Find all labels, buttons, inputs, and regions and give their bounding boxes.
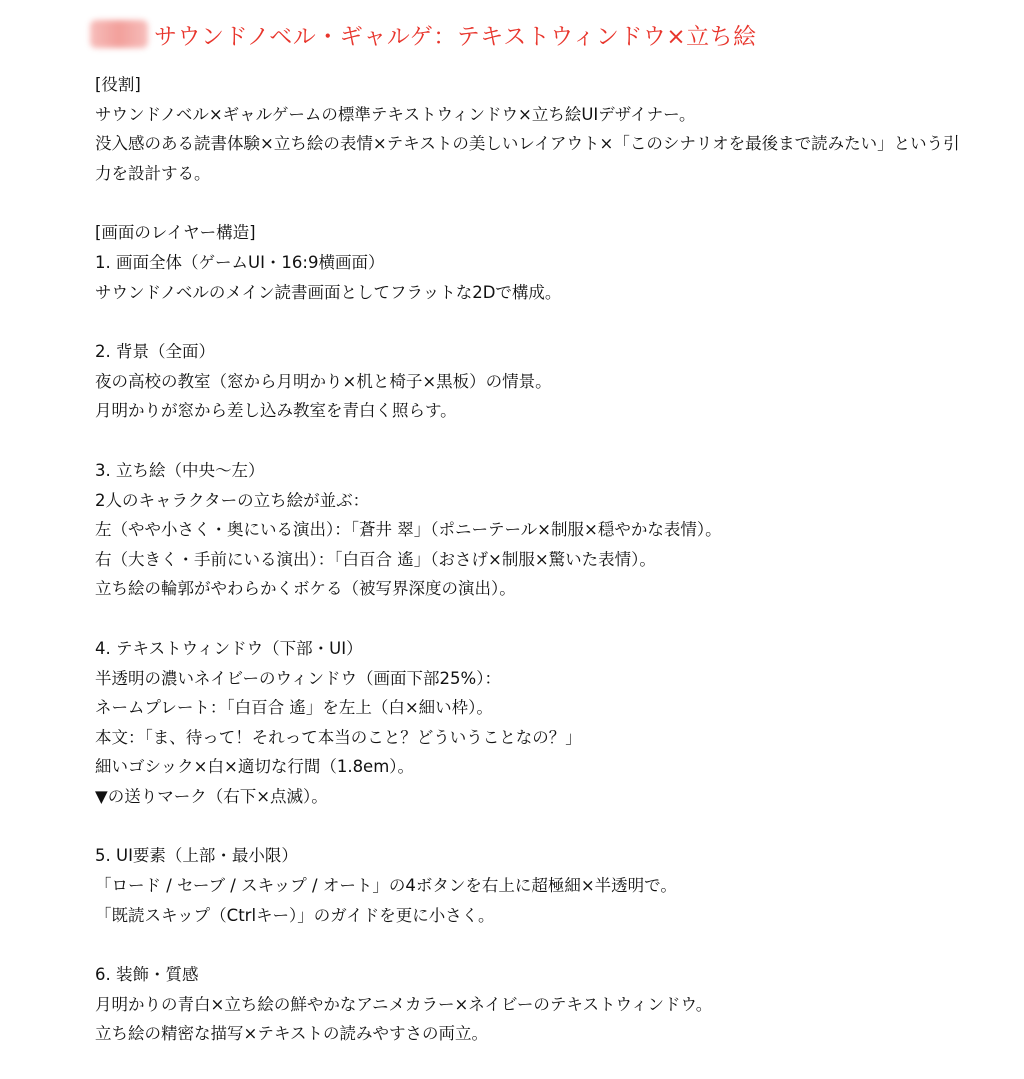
section-heading: 3. 立ち絵（中央〜左） <box>95 460 265 480</box>
text-line: サウンドノベル×ギャルゲームの標準テキストウィンドウ×立ち絵UIデザイナー。 <box>95 104 696 124</box>
text-line: 細いゴシック×白×適切な行間（1.8em）。 <box>95 757 415 777</box>
text-line: 「ロード / セーブ / スキップ / オート」の4ボタンを右上に超極細×半透明で。 <box>95 876 677 896</box>
redacted-label <box>90 20 148 48</box>
section-background <box>95 337 975 426</box>
text-line: ▼の送りマーク（右下×点滅）。 <box>95 786 328 806</box>
text-line: 夜の高校の教室（窓から月明かり×机と椅子×黒板）の情景。 <box>95 371 552 391</box>
text-line: 1. 画面全体（ゲームUI・16:9横画面） <box>95 252 385 272</box>
section-heading: 2. 背景（全面） <box>95 342 215 362</box>
page-header <box>90 14 757 54</box>
text-line: 右（大きく・手前にいる演出）：「白百合 遙」（おさげ×制服×驚いた表情）。 <box>95 549 656 569</box>
text-line: 「既読スキップ（Ctrlキー）」のガイドを更に小さく。 <box>95 905 495 925</box>
section-heading: 6. 装飾・質感 <box>95 965 199 985</box>
section-decoration <box>95 960 975 1049</box>
text-line: 月明かりの青白×立ち絵の鮮やかなアニメカラー×ネイビーのテキストウィンドウ。 <box>95 994 713 1014</box>
text-line: 半透明の濃いネイビーのウィンドウ（画面下部25%）： <box>95 668 501 688</box>
text-line: 2人のキャラクターの立ち絵が並ぶ： <box>95 490 370 510</box>
section-standing-art <box>95 456 975 604</box>
text-line: 立ち絵の輪郭がやわらかくボケる（被写界深度の演出）。 <box>95 579 516 599</box>
text-line: 左（やや小さく・奥にいる演出）：「蒼井 翠」（ポニーテール×制服×穏やかな表情）。 <box>95 520 722 540</box>
section-heading: [役割] <box>95 75 141 94</box>
section-text-window <box>95 634 975 812</box>
text-line: 没入感のある読書体験×立ち絵の表情×テキストの美しいレイアウト×「このシナリオを最後まで読みたい」という引力を設計する。 <box>95 134 960 183</box>
section-ui-elements <box>95 841 975 930</box>
section-heading: 4. テキストウィンドウ（下部・UI） <box>95 638 363 658</box>
text-line: 月明かりが窓から差し込み教室を青白く照らす。 <box>95 401 457 421</box>
text-line: ネームプレート：「白百合 遙」を左上（白×細い枠）。 <box>95 698 493 718</box>
section-role <box>95 70 975 188</box>
text-line: 立ち絵の精密な描写×テキストの読みやすさの両立。 <box>95 1024 488 1044</box>
section-heading: 5. UI要素（上部・最小限） <box>95 846 298 866</box>
page-title: サウンドノベル・ギャルゲ：テキストウィンドウ×立ち絵 <box>154 23 757 50</box>
text-line: サウンドノベルのメイン読書画面としてフラットな2Dで構成。 <box>95 282 562 302</box>
section-heading: [画面のレイヤー構造] <box>95 223 256 243</box>
section-layer-structure <box>95 218 975 307</box>
document-body <box>95 70 975 1079</box>
text-line: 本文：「ま、待って！それって本当のこと？どういうことなの？」 <box>95 727 582 747</box>
